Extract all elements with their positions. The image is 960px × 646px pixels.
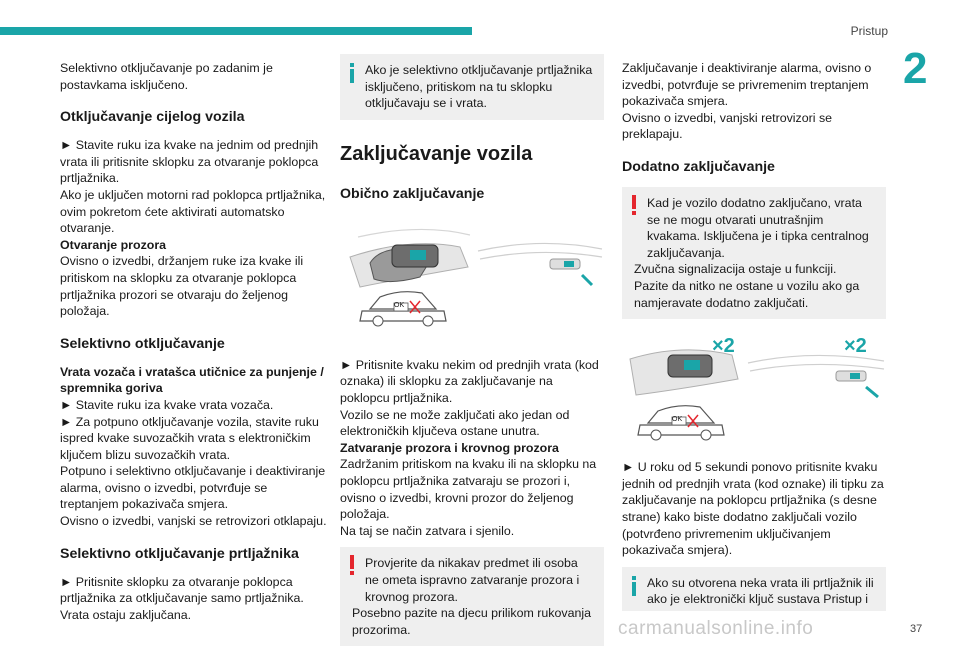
paragraph: ► Pritisnite kvaku nekim od prednjih vrata (kod oznaka) ili sklopku za zaključavanje na poklopcu prtljažnika.: [340, 357, 599, 405]
paragraph: Na taj se način zatvara i sjenilo.: [340, 523, 515, 538]
note-text: Zvučna signalizacija ostaje u funkciji.: [634, 262, 837, 277]
info-note: [622, 567, 886, 611]
note-text: Kad je vozilo dodatno zaključano, vrata se ne mogu otvarati unutrašnjim kvakama. Isključena je i tipka centralnog zaključavanja.: [647, 195, 869, 260]
note-text: Ako je selektivno otključavanje prtljažnika isključeno, pritiskom na tu sklopku otključavaju se i vrata.: [365, 63, 593, 111]
subheading-vrata-vozaca: Vrata vozača i vratašca utičnice za punjenje / spremnika goriva: [60, 364, 324, 396]
paragraph: Ako je uključen motorni rad poklopca prtljažnika, ovim pokretom ćete aktivirati automatsko otvaranje.: [60, 187, 326, 236]
column-2: [340, 54, 604, 646]
ok-badge: OK: [394, 301, 405, 309]
header-accent-bar: [0, 27, 472, 35]
paragraph: ► U roku od 5 sekundi ponovo pritisnite kvaku jednih od prednjih vrata (kod oznake) ili tipku za zaključavanje na poklopcu prtljažnika (s desne strane) kako biste dodatno zaključali vozilo (potvrđeno privremenim uključivanjem pokazivača smjera).: [622, 460, 884, 558]
section-title: Pristup: [850, 24, 888, 38]
page-number: 37: [910, 623, 923, 635]
watermark: carmanualsonline.info: [618, 618, 814, 639]
paragraph: ► Za potpuno otključavanje vozila, stavite ruku ispred kvake suvozačkih vrata s elektroničkim ključem blizu suvozačkih vrata.: [60, 414, 319, 462]
chapter-number: 2: [903, 44, 928, 93]
paragraph: Selektivno otključavanje po zadanim je postavkama isključeno.: [60, 61, 273, 92]
illustration-door-handle-lock: [340, 217, 604, 347]
subheading-zatvaranje-prozora: Zatvaranje prozora i krovnog prozora: [340, 440, 559, 455]
paragraph: Ovisno o izvedbi, vanjski retrovizori se preklapaju.: [622, 110, 833, 142]
ok-badge: OK: [672, 416, 683, 424]
paragraph: ► Stavite ruku iza kvake na jednim od prednjih vrata ili pritisnite sklopku za otvaranje poklopca prtljažnika.: [60, 138, 319, 186]
paragraph: Ovisno o izvedbi, vanjski se retrovizori otklapaju.: [60, 514, 327, 529]
note-text: Ako su otvorena neka vrata ili prtljažnik ili ako je elektronički ključ sustava Pristup i: [647, 575, 874, 607]
heading-prtljaznik: Selektivno otključavanje prtljažnika: [60, 545, 299, 562]
times-two-label: ×2: [844, 335, 867, 358]
paragraph: Potpuno i selektivno otključavanje i deaktiviranje alarma, ovisno o izvedbi, potvrđuje se treptanjem pokazivača smjera.: [60, 464, 326, 512]
info-icon: [350, 63, 354, 83]
note-text: Provjerite da nikakav predmet ili osoba ne ometa ispravno zatvaranje prozora i krovnog prozora.: [365, 556, 580, 604]
column-3: [622, 60, 886, 611]
paragraph: Zaključavanje i deaktiviranje alarma, ovisno o izvedbi, potvrđuje se privremenim treptanjem pokazivača smjera.: [622, 61, 872, 109]
heading-dodatno-zakljucavanje: Dodatno zaključavanje: [622, 158, 775, 175]
paragraph: Vozilo se ne može zaključati ako jedan od elektroničkih ključeva ostane unutra.: [340, 407, 570, 439]
warning-note: [340, 547, 604, 646]
info-note: [340, 54, 604, 120]
illustration-double-lock: [622, 335, 886, 449]
door-handle-lock-illustration: [340, 217, 604, 347]
heading-selektivno: Selektivno otključavanje: [60, 335, 225, 352]
heading-otkljucavanje-cijelog: Otključavanje cijelog vozila: [60, 109, 245, 126]
warning-icon: [632, 195, 636, 215]
note-text: Pazite da nitko ne ostane u vozilu ako ga namjeravate dodatno zaključati.: [634, 278, 860, 310]
info-icon: [632, 576, 636, 596]
paragraph: ► Pritisnite sklopku za otvaranje poklopca prtljažnika za otključavanje samo prtljažnika. Vrata ostaju zaključana.: [60, 574, 304, 622]
paragraph: ► Stavite ruku iza kvake vrata vozača.: [60, 397, 274, 412]
note-text: Posebno pazite na djecu prilikom rukovanja prozorima.: [352, 606, 592, 637]
column-1: [60, 60, 328, 623]
warning-icon: [350, 555, 354, 575]
paragraph: Zadržanim pritiskom na kvaku ili na sklopku na poklopcu prtljažnika zatvaraju se prozori i, ovisno o izvedbi, krovni prozor do željenog položaja.: [340, 457, 597, 522]
warning-note: [622, 187, 886, 319]
subheading-otvaranje-prozora: Otvaranje prozora: [60, 237, 167, 252]
times-two-label: ×2: [712, 335, 735, 358]
paragraph: Ovisno o izvedbi, držanjem ruke iza kvake ili pritiskom na sklopku za otvaranje poklopca prtljažnika prozori se otvaraju do željenog položaja.: [60, 254, 304, 319]
heading-zakljucavanje-vozila: Zaključavanje vozila: [340, 142, 533, 165]
heading-obicno-zakljucavanje: Obično zaključavanje: [340, 185, 485, 202]
